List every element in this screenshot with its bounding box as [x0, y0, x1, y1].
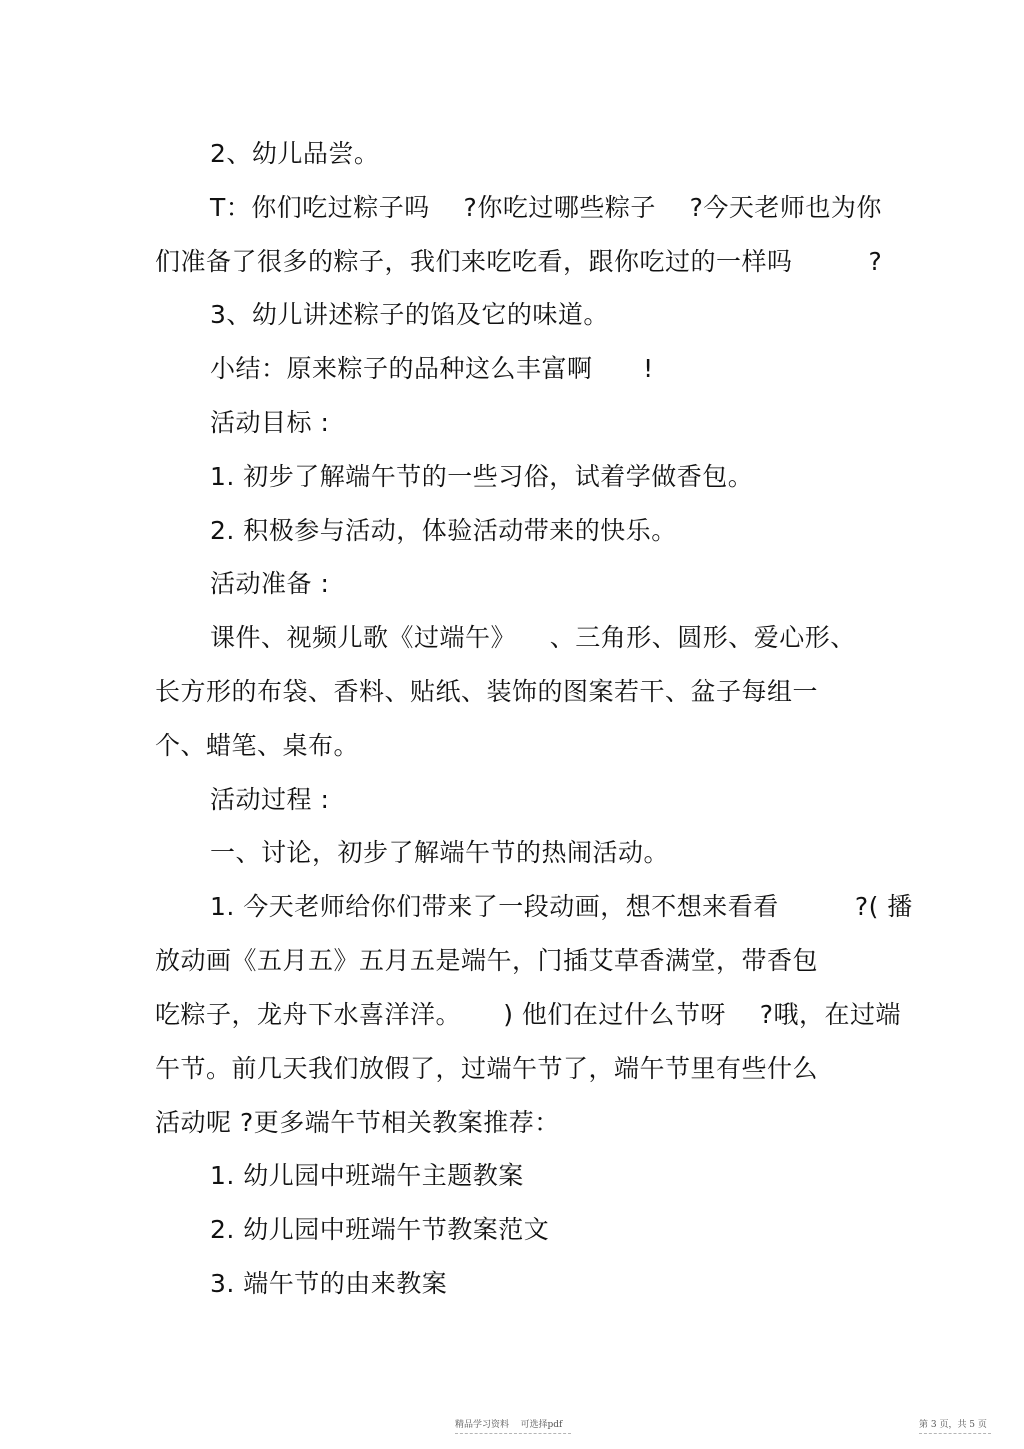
text-line-12: 个、蜡笔、桌布。	[155, 731, 360, 760]
section-heading-process: 活动过程 :	[210, 785, 330, 814]
footer-page-divider	[919, 1433, 991, 1434]
text-line-7: 1. 初步了解端午节的一些习俗，试着学做香包。	[210, 462, 754, 491]
text-line-16: 放动画《五月五》五月五是端午，门插艾草香满堂，带香包	[155, 946, 819, 975]
text-line-19: 活动呢 ?更多端午节相关教案推荐：	[155, 1108, 560, 1137]
section-heading-preparation: 活动准备 :	[210, 569, 330, 598]
text-line-18: 午节。前几天我们放假了，过端午节了，端午节里有些什么	[155, 1054, 819, 1083]
text-line-3: 们准备了很多的粽子，我们来吃吃看，跟你吃过的一样吗 ?	[155, 247, 883, 276]
recommended-item-3: 3. 端午节的由来教案	[210, 1269, 448, 1298]
text-line-2: T：你们吃过粽子吗 ?你吃过哪些粽子 ?今天老师也为你	[210, 193, 882, 222]
footer-page-number: 第 3 页，共 5 页	[919, 1420, 987, 1430]
text-line-1: 2、幼儿品尝。	[210, 139, 380, 168]
text-line-10: 课件、视频儿歌《过端午》 、三角形、圆形、爱心形、	[210, 623, 856, 652]
footer-divider	[455, 1433, 571, 1434]
text-line-15: 1. 今天老师给你们带来了一段动画，想不想来看看 ?( 播	[210, 892, 913, 921]
recommended-item-2: 2. 幼儿园中班端午节教案范文	[210, 1215, 550, 1244]
footer-watermark-text: 精品学习资料 可选择pdf	[455, 1420, 563, 1430]
text-line-14: 一、讨论，初步了解端午节的热闹活动。	[210, 838, 670, 867]
text-line-11: 长方形的布袋、香料、贴纸、装饰的图案若干、盆子每组一	[155, 677, 819, 706]
text-line-4: 3、幼儿讲述粽子的馅及它的味道。	[210, 300, 609, 329]
recommended-item-1: 1. 幼儿园中班端午主题教案	[210, 1161, 524, 1190]
text-line-8: 2. 积极参与活动，体验活动带来的快乐。	[210, 516, 677, 545]
text-line-5: 小结：原来粽子的品种这么丰富啊 !	[210, 354, 654, 383]
section-heading-goals: 活动目标 :	[210, 408, 330, 437]
text-line-17: 吃粽子，龙舟下水喜洋洋。 ) 他们在过什么节呀 ?哦，在过端	[155, 1000, 901, 1029]
